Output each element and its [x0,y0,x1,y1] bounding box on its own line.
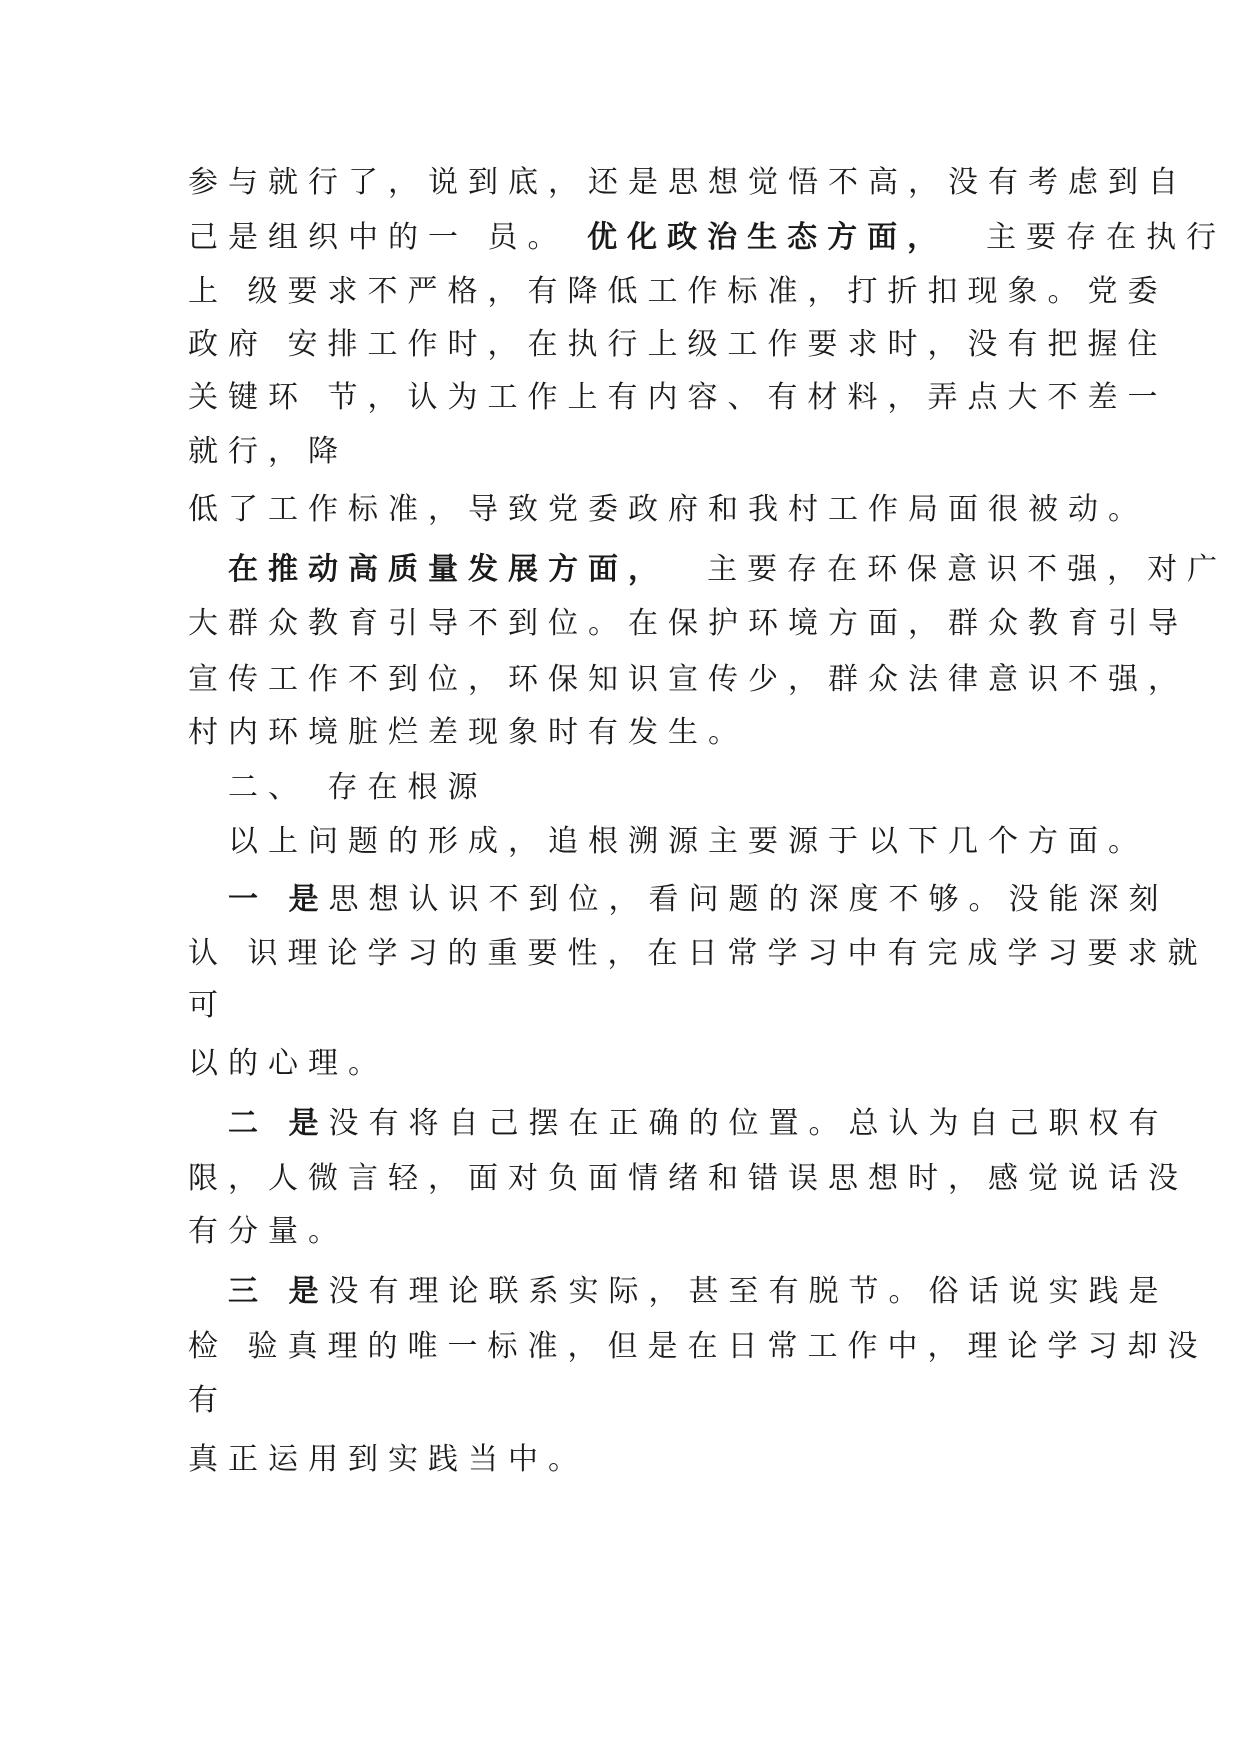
text-line [188,550,1227,590]
text-run: 限，人微言轻，面对负面情绪和错误思想时，感觉说话没 [188,1161,1188,1196]
text-line [188,1272,1168,1312]
text-run: 检 验真理的唯一标准，但是在日常工作中，理论学习却没 [188,1329,1208,1364]
text-run: 有分量。 [188,1214,348,1249]
text-run: 认 识理论学习的重要性，在日常学习中有完成学习要求就 [188,936,1208,971]
text-run: 二、 存在根源 [188,770,488,805]
text-run: 真正运用到实践当中。 [188,1442,588,1477]
text-run: 参与就行了，说到底，还是思想觉悟不高，没有考虑到自 [188,165,1188,200]
text-line [188,490,1148,530]
text-run: 宣传工作不到位，环保知识宣传少，群众法律意识不强， [188,662,1188,697]
bold-text-run: 三 是 [188,1274,329,1309]
text-run: 主要存在执行 [947,220,1227,255]
text-line [188,1104,1168,1144]
text-line [188,1159,1188,1199]
text-line [188,1440,588,1480]
text-line [188,378,1168,418]
text-run: 可 [188,988,228,1023]
text-line [188,604,1188,644]
text-line [188,325,1168,365]
text-line [188,1212,348,1252]
text-line [188,1327,1208,1367]
text-run: 上 级要求不严格，有降低工作标准，打折扣现象。党委 [188,274,1168,309]
text-run: 低了工作标准，导致党委政府和我村工作局面很被动。 [188,492,1148,527]
bold-text-run: 二 是 [188,1106,329,1141]
text-run: 己是组织中的一 员。 [188,220,588,255]
text-line [188,163,1188,203]
text-line [188,660,1188,700]
text-line [188,432,348,472]
bold-text-run: 一 是 [188,882,329,917]
text-run: 以的心理。 [188,1046,388,1081]
text-line [188,272,1168,312]
text-line [188,822,1148,862]
text-line [188,986,228,1026]
text-run: 思想认识不到位，看问题的深度不够。没能深刻 [328,882,1169,917]
bold-text-run: 优化政治生态方面， [587,220,948,255]
text-line [188,218,1226,258]
text-run: 没有理论联系实际，甚至有脱节。俗话说实践是 [328,1274,1169,1309]
text-run: 大群众教育引导不到位。在保护环境方面，群众教育引导 [188,606,1188,641]
bold-text-run: 在推动高质量发展方面， [188,552,668,587]
text-run: 主要存在环保意识不强，对广 [668,552,1228,587]
text-run: 有 [188,1383,228,1418]
text-line [188,713,748,753]
text-line [188,1381,228,1421]
text-run: 以上问题的形成，追根溯源主要源于以下几个方面。 [188,824,1148,859]
text-run: 就行，降 [188,434,348,469]
text-line [188,934,1208,974]
text-run: 关键环 节，认为工作上有内容、有材料，弄点大不差一 [188,380,1168,415]
text-line [188,768,488,808]
text-line [188,1044,388,1084]
text-run: 村内环境脏烂差现象时有发生。 [188,715,748,750]
text-line [188,880,1168,920]
text-run: 政府 安排工作时，在执行上级工作要求时，没有把握住 [188,327,1168,362]
text-run: 没有将自己摆在正确的位置。总认为自己职权有 [328,1106,1169,1141]
